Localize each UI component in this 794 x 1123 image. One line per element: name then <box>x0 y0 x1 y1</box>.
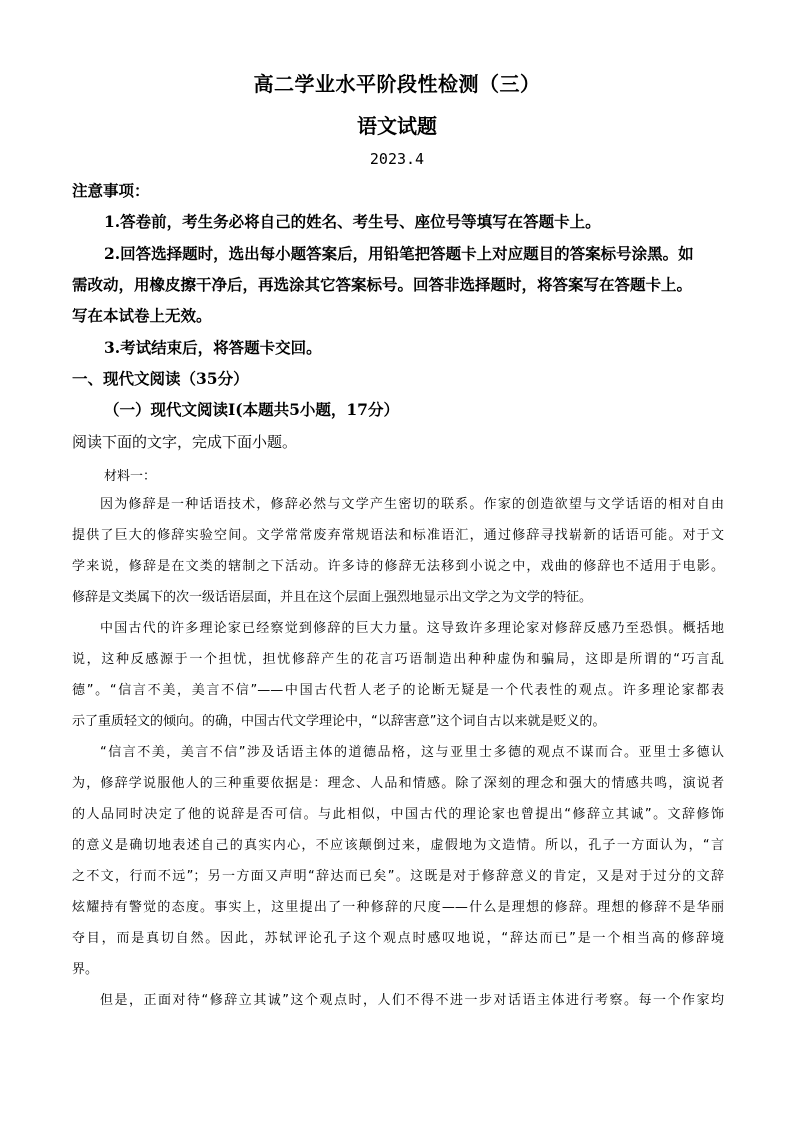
passage-line: 学来说，修辞是在文类的辖制之下活动。许多诗的修辞无法移到小说之中，戏曲的修辞也不适用于电影。 <box>72 559 724 574</box>
passage-line: 之不文，行而不远”；另一方面又声明“辞达而已矣”。这既是对于修辞意义的肯定，又是对于过分的文辞 <box>72 869 724 884</box>
notice-item-1: 1.答卷前，考生务必将自己的姓名、考生号、座位号等填写在答题卡上。 <box>104 212 601 231</box>
passage-line: 炫耀持有警觉的态度。事实上，这里提出了一种修辞的尺度——什么是理想的修辞。理想的修辞不是华丽 <box>72 900 724 915</box>
passage-line: 为，修辞学说服他人的三种重要依据是：理念、人品和情感。除了深刻的理念和强大的情感共鸣，演说者 <box>72 776 724 791</box>
passage-line: 说，这种反感源于一个担忧，担忧修辞产生的花言巧语制造出种种虚伪和骗局，这即是所谓的“巧言乱 <box>72 652 724 667</box>
notice-item-2-line-2: 需改动，用橡皮擦干净后，再选涂其它答案标号。回答非选择题时，将答案写在答题卡上。 <box>72 275 693 294</box>
notice-item-2-line-3: 写在本试卷上无效。 <box>72 306 212 325</box>
passage-line: 示了重质轻文的倾向。的确，中国古代文学理论中，“以辞害意”这个词自古以来就是贬义的。 <box>72 714 606 729</box>
passage-line: 夺目，而是真切自然。因此，苏轼评论孔子这个观点时感叹地说，“辞达而已”是一个相当高的修辞境 <box>72 931 724 946</box>
reading-instruction: 阅读下面的文字，完成下面小题。 <box>72 433 298 451</box>
passage-line: 的意义是确切地表述自己的真实内心，不应该颠倒过来，虚假地为文造情。所以，孔子一方面认为，“言 <box>72 838 724 853</box>
passage-line: 因为修辞是一种话语技术，修辞必然与文学产生密切的联系。作家的创造欲望与文学话语的相对自由 <box>100 497 724 512</box>
passage-line: 的人品同时决定了他的说辞是否可信。与此相似，中国古代的理论家也曾提出“修辞立其诚”。文辞修饰 <box>72 807 724 822</box>
notice-heading: 注意事项： <box>72 181 150 200</box>
exam-date: 2023.4 <box>369 150 425 168</box>
passage-line: 中国古代的许多理论家已经察觉到修辞的巨大力量。这导致许多理论家对修辞反感乃至恐惧。概括地 <box>100 621 724 636</box>
notice-item-2-line-1: 2.回答选择题时，选出每小题答案后，用铅笔把答题卡上对应题目的答案标号涂黑。如 <box>104 244 694 263</box>
section-heading: 一、现代文阅读（35分） <box>72 369 249 388</box>
exam-subject: 语文试题 <box>357 114 437 138</box>
passage-line: 界。 <box>72 962 99 977</box>
material-label: 材料一： <box>104 469 157 484</box>
subsection-heading: （一）现代文阅读Ⅰ(本题共5小题，17分） <box>104 400 399 419</box>
passage-line: 但是，正面对待“修辞立其诚”这个观点时，人们不得不进一步对话语主体进行考察。每一个作家均 <box>100 993 724 1008</box>
passage-line: “信言不美，美言不信”涉及话语主体的道德品格，这与亚里士多德的观点不谋而合。亚里士多德认 <box>100 745 724 760</box>
exam-title: 高二学业水平阶段性检测（三） <box>253 72 541 96</box>
passage-line: 修辞是文类属下的次一级话语层面，并且在这个层面上强烈地显示出文学之为文学的特征。 <box>72 590 593 605</box>
notice-item-3: 3.考试结束后，将答题卡交回。 <box>104 338 322 357</box>
passage-line: 德”。“信言不美，美言不信”——中国古代哲人老子的论断无疑是一个代表性的观点。许多理论家都表 <box>72 683 724 698</box>
passage-line: 提供了巨大的修辞实验空间。文学常常废弃常规语法和标准语汇，通过修辞寻找崭新的话语可能。对于文 <box>72 528 724 543</box>
